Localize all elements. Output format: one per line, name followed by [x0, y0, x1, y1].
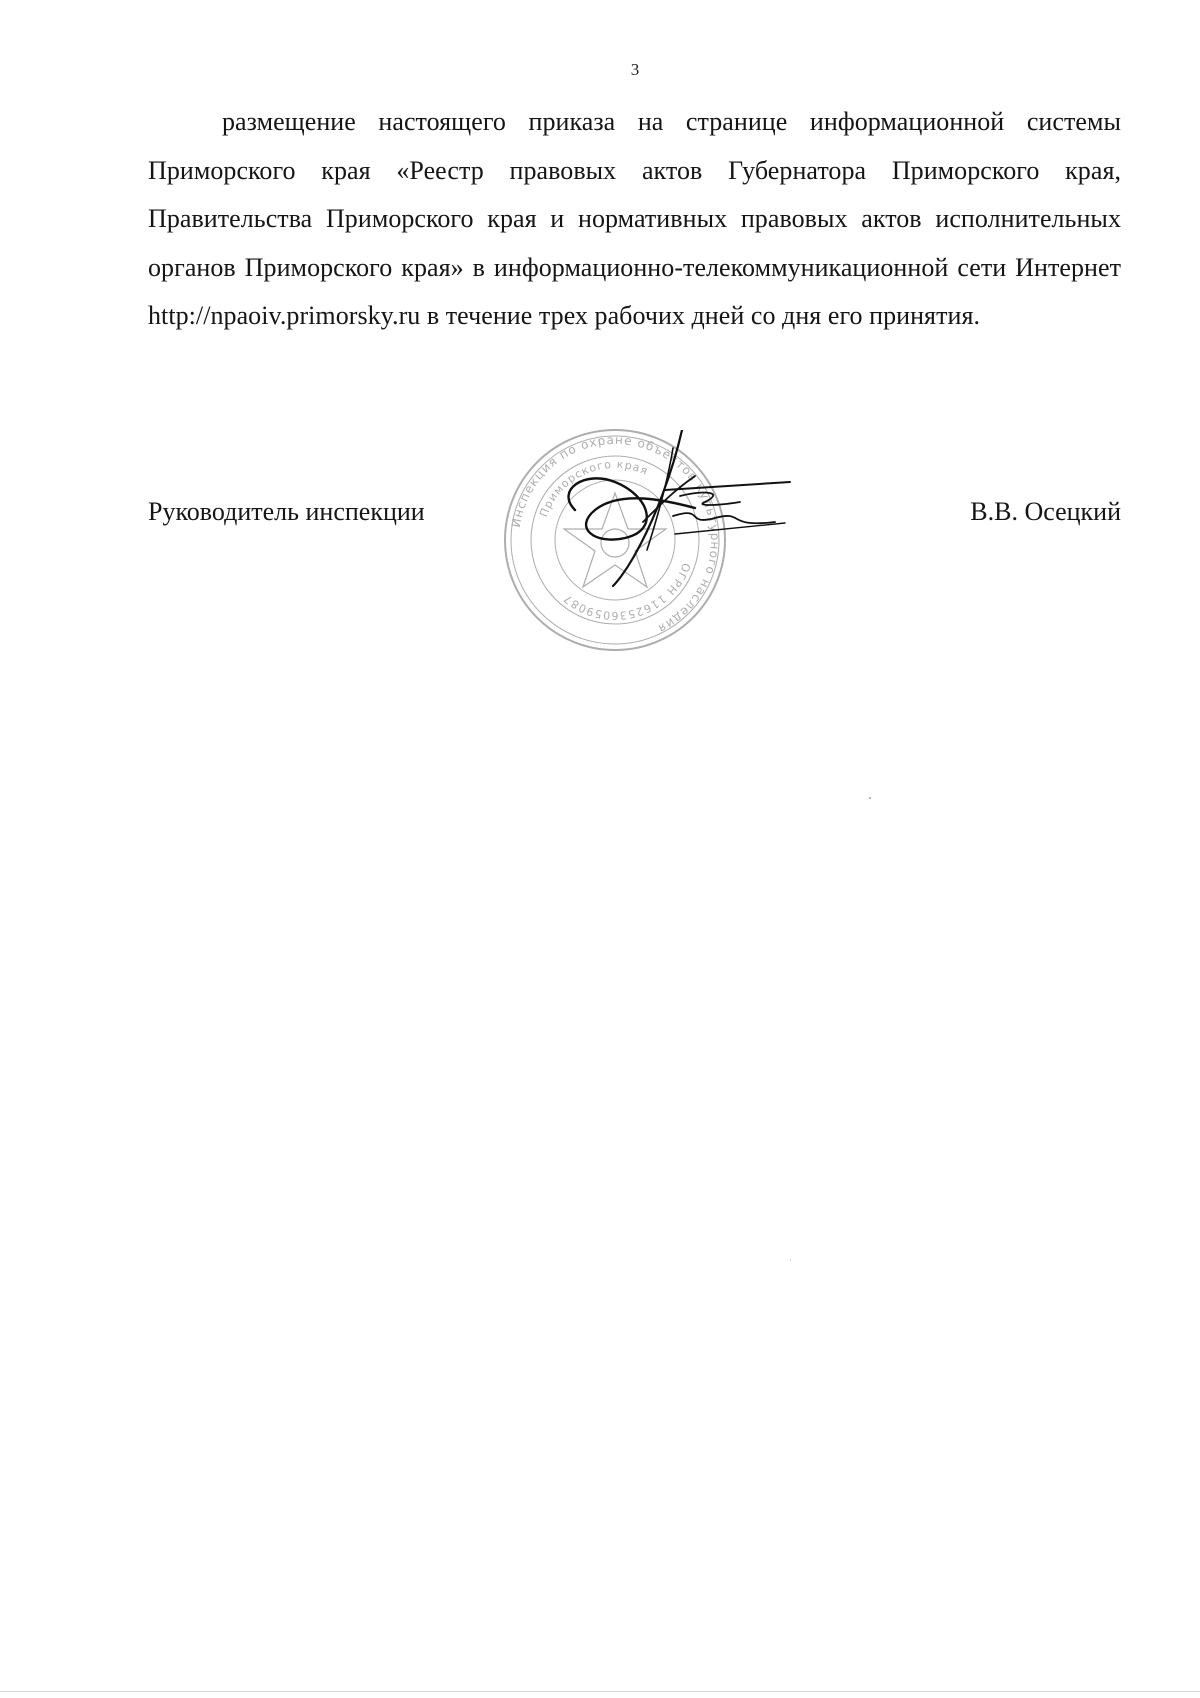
scan-speck — [790, 1260, 791, 1261]
body-paragraph: размещение настоящего приказа на странице информационной системы Приморского края «Реестр правовых актов Губернатора Приморского края, Правительства Приморского края и нормативных правовых актов исполнительных органов Приморского края» в информационно-телекоммуникационной сети Интернет http://npaoiv.primorsky.ru в течение трех рабочих дней со дня его принятия. — [148, 107, 1121, 331]
signer-name: В.В. Осецкий — [970, 497, 1121, 526]
seal-ogrn-text: ОГРН 1162536059087 — [560, 561, 693, 623]
signer-title: Руководитель инспекции — [148, 497, 425, 526]
scan-speck — [869, 797, 871, 799]
scan-edge-line — [0, 1691, 1200, 1692]
seal-inner-text: Приморского края — [537, 457, 651, 519]
page-number: 3 — [630, 60, 640, 79]
seal-outer-text: Инспекция по охране объектов культурного наследия — [508, 432, 723, 637]
signature-block — [148, 492, 1121, 532]
